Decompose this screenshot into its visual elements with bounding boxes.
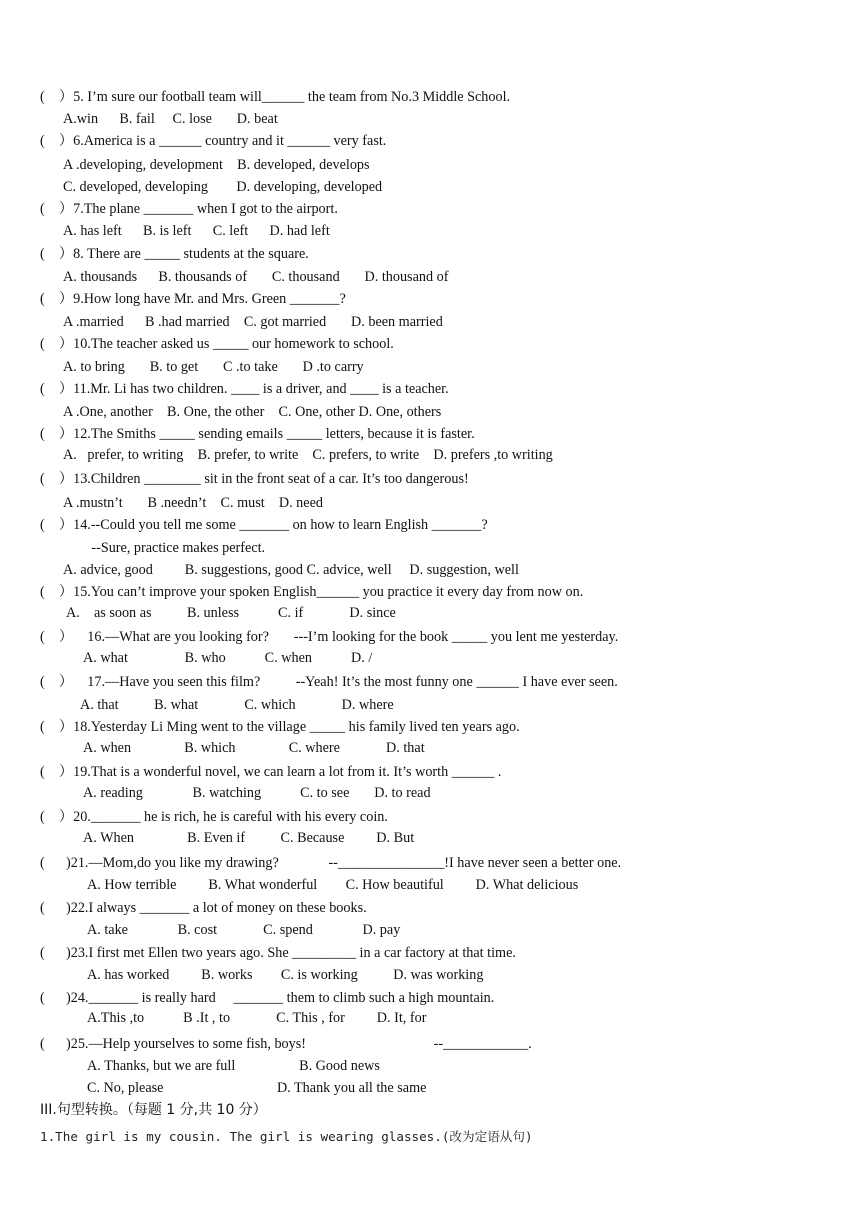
question-options: A .mustn’t B .needn’t C. must D. need <box>63 495 323 511</box>
question-stem: ( )22.I always _______ a lot of money on these books. <box>40 900 367 916</box>
question-options: A. to bring B. to get C .to take D .to carry <box>63 359 364 375</box>
question-options: A.win B. fail C. lose D. beat <box>63 111 278 127</box>
question-stem: ( ）7.The plane _______ when I got to the airport. <box>40 201 338 217</box>
question-stem: ( ）12.The Smiths _____ sending emails _____ letters, because it is faster. <box>40 426 475 442</box>
question-options: --Sure, practice makes perfect. <box>63 540 266 556</box>
question-stem: ( ）5. I’m sure our football team will______ the team from No.3 Middle School. <box>40 89 511 105</box>
question-stem: ( ）20._______ he is rich, he is careful with his every coin. <box>40 809 388 825</box>
question-stem: ( )24._______ is really hard _______ them to climb such a high mountain. <box>40 990 495 1006</box>
question-stem: ( )23.I first met Ellen two years ago. She _________ in a car factory at that time. <box>40 945 516 961</box>
question-options: A. has left B. is left C. left D. had left <box>63 223 330 239</box>
question-options: A. as soon as B. unless C. if D. since <box>66 605 396 621</box>
question-stem: ( ） 17.—Have you seen this film? --Yeah! It’s the most funny one ______ I have ever seen. <box>40 674 618 690</box>
section-heading: III.句型转换。（每题 1 分,共 10 分） <box>40 1102 267 1118</box>
question-options: A. advice, good B. suggestions, good C. advice, well D. suggestion, well <box>63 562 519 578</box>
question-stem: ( ）8. There are _____ students at the square. <box>40 246 309 262</box>
question-stem: ( ）11.Mr. Li has two children. ____ is a driver, and ____ is a teacher. <box>40 381 449 397</box>
question-stem: ( ）18.Yesterday Li Ming went to the village _____ his family lived ten years ago. <box>40 719 520 735</box>
question-options: C. developed, developing D. developing, developed <box>63 179 383 195</box>
question-options: A. How terrible B. What wonderful C. How beautiful D. What delicious <box>87 877 579 893</box>
question-stem: ( ）10.The teacher asked us _____ our homework to school. <box>40 336 394 352</box>
question-options: A.This ,to B .It , to C. This , for D. It, for <box>87 1010 427 1026</box>
question-options: A. what B. who C. when D. / <box>83 650 373 666</box>
question-stem: ( ） 16.—What are you looking for? ---I’m looking for the book _____ you lent me yesterday. <box>40 629 619 645</box>
question-options: A .One, another B. One, the other C. One, other D. One, others <box>63 404 442 420</box>
question-stem: ( )25.—Help yourselves to some fish, boys! --____________. <box>40 1036 532 1052</box>
question-stem: ( ）15.You can’t improve your spoken English______ you practice it every day from now on. <box>40 584 584 600</box>
question-options: A. When B. Even if C. Because D. But <box>83 830 415 846</box>
question-options: A. has worked B. works C. is working D. was working <box>87 967 484 983</box>
question-stem: ( ）14.--Could you tell me some _______ on how to learn English _______? <box>40 517 488 533</box>
question-options: A. prefer, to writing B. prefer, to write C. prefers, to write D. prefers ,to writing <box>63 447 553 463</box>
question-stem: ( ）13.Children ________ sit in the front seat of a car. It’s too dangerous! <box>40 471 469 487</box>
question-stem: ( ）19.That is a wonderful novel, we can learn a lot from it. It’s worth ______ . <box>40 764 502 780</box>
question-options: C. No, please D. Thank you all the same <box>87 1080 427 1096</box>
question-options: A .married B .had married C. got married D. been married <box>63 314 443 330</box>
question-stem: ( ）9.How long have Mr. and Mrs. Green _______? <box>40 291 346 307</box>
question-options: A. reading B. watching C. to see D. to read <box>83 785 431 801</box>
question-stem: ( ）6.America is a ______ country and it ______ very fast. <box>40 133 387 149</box>
question-options: A. take B. cost C. spend D. pay <box>87 922 401 938</box>
question-options: A. thousands B. thousands of C. thousand D. thousand of <box>63 269 449 285</box>
question-options: A. that B. what C. which D. where <box>80 697 394 713</box>
question-stem: ( )21.—Mom,do you like my drawing? --_______________!I have never seen a better one. <box>40 855 622 871</box>
question-options: A. when B. which C. where D. that <box>83 740 425 756</box>
question-options: A .developing, development B. developed, develops <box>63 157 370 173</box>
question-options: A. Thanks, but we are full B. Good news <box>87 1058 380 1074</box>
transform-item-1: 1.The girl is my cousin. The girl is wearing glasses.(改为定语从句) <box>40 1129 533 1144</box>
